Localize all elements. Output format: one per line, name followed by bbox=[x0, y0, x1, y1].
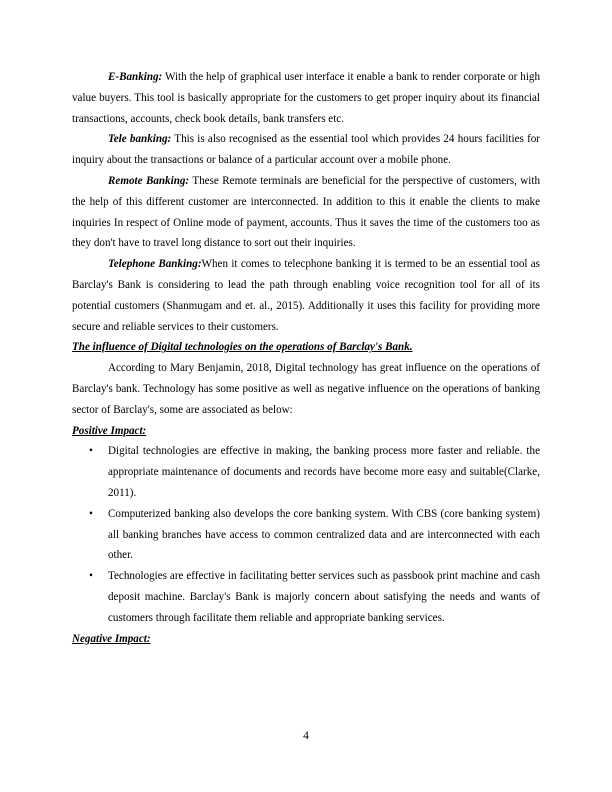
telebanking-term: Tele banking: bbox=[108, 133, 172, 146]
telephonebanking-text: When it comes to telecphone banking it is termed to be an essential tool as Barclay's Bank is considering to lead the path through enabling voice recognition tool for all of its potential customers (Shanmugam and et. al., 2015). Additionally it uses this facility for providing more secure and reliable services to their customers. bbox=[72, 258, 541, 333]
section-intro: According to Mary Benjamin, 2018, Digital technology has great influence on the operations of Barclay's bank. Technology has some positive as well as negative influence on the operations of banking sector of Barclay's, some are associated as below: bbox=[72, 362, 540, 416]
positive-impact-list bbox=[72, 441, 540, 628]
positive-impact-heading: Positive Impact: bbox=[72, 424, 147, 437]
page-number: 4 bbox=[303, 730, 309, 742]
bullet-icon: • bbox=[89, 507, 93, 520]
bullet-icon: • bbox=[89, 445, 93, 458]
list-item-text: Technologies are effective in facilitating better services such as passbook print machine and cash deposit machine. Barclay's Bank is majorly concern about satisfying the needs and wants of customers through facilitate them reliable and appropriate banking services. bbox=[108, 570, 540, 624]
ebanking-paragraph bbox=[72, 67, 540, 129]
telebanking-paragraph bbox=[72, 129, 540, 171]
telephonebanking-term: Telephone Banking: bbox=[108, 258, 202, 271]
list-item bbox=[72, 566, 540, 628]
remotebanking-text: These Remote terminals are beneficial for the perspective of customers, with the help of this different customer are interconnected. In addition to this it enable the clients to make inquiries In respect of Online mode of payment, accounts. Thus it saves the time of the customers too as they don't have to travel long distance to sort out their inquiries. bbox=[72, 174, 541, 250]
telephonebanking-paragraph bbox=[72, 254, 540, 337]
list-item-text: Digital technologies are effective in making, the banking process more faster and reliable. the appropriate maintenance of documents and records have become more easy and suitable(Clarke, 2011). bbox=[108, 445, 540, 499]
remotebanking-term: Remote Banking: bbox=[108, 174, 190, 187]
list-item bbox=[72, 504, 540, 566]
list-item-text: Computerized banking also develops the core banking system. With CBS (core banking system) all banking branches have access to common centralized data and are interconnected with each other. bbox=[108, 507, 540, 562]
telebanking-text: This is also recognised as the essential tool which provides 24 hours facilities for inquiry about the transactions or balance of a particular account over a mobile phone. bbox=[72, 133, 541, 167]
ebanking-text: With the help of graphical user interface it enable a bank to render corporate or high value buyers. This tool is basically appropriate for the customers to get proper inquiry about its financial transactions, accounts, check book details, bank transfers etc. bbox=[72, 71, 540, 125]
negative-impact-heading: Negative Impact: bbox=[72, 632, 151, 645]
ebanking-term: E-Banking: bbox=[108, 71, 163, 83]
section-heading: The influence of Digital technologies on the operations of Barclay's Bank. bbox=[72, 341, 413, 354]
list-item bbox=[72, 441, 540, 503]
bullet-icon: • bbox=[89, 570, 93, 583]
remotebanking-paragraph bbox=[72, 171, 540, 254]
document-page bbox=[72, 67, 540, 649]
